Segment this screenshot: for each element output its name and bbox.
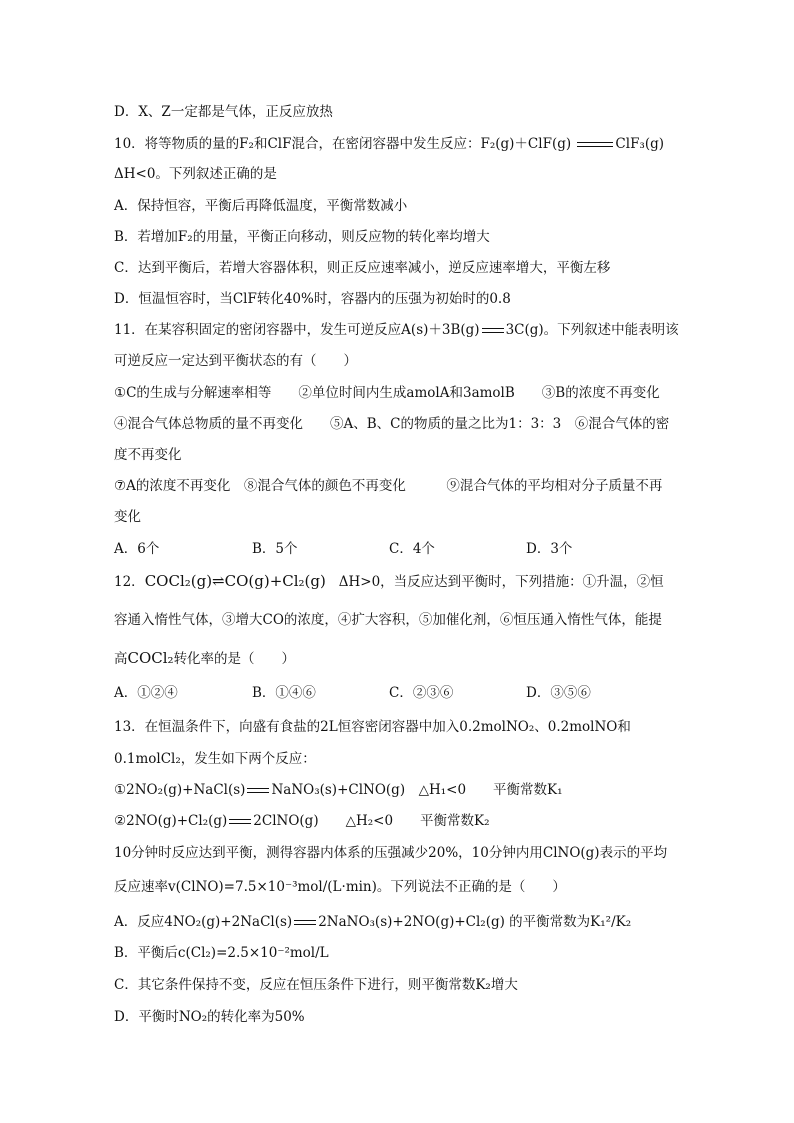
q12-stem-post: 转化率的是（ ） xyxy=(173,651,296,667)
q13-option-b: B．平衡后c(Cl₂)=2.5×10⁻²mol/L xyxy=(114,945,329,961)
q11-option-c: C．4个 xyxy=(389,541,435,557)
q10-option-c: C．达到平衡后，若增大容器体积，则正反应速率减小，逆反应速率增大，平衡左移 xyxy=(114,260,611,276)
q10-option-b: B．若增加F₂的用量，平衡正向移动，则反应物的转化率均增大 xyxy=(114,229,490,245)
q13-reaction-1 xyxy=(114,780,563,800)
q11-conditions-2: ④混合气体总物质的量不再变化 ⑤A、B、C的物质的量之比为1：3：3 ⑥混合气体的密 xyxy=(114,416,670,432)
q11-conditions-3: 度不再变化 xyxy=(114,447,182,463)
equilibrium-arrow-icon xyxy=(294,918,316,928)
q12-stem-line1 xyxy=(114,571,664,592)
q11-conditions-4: ⑦A的浓度不再变化 ⑧混合气体的颜色不再变化 ⑨混合气体的平均相对分子质量不再 xyxy=(114,478,663,494)
q12-compound: COCl₂ xyxy=(127,649,174,667)
q10-stem-line2: ΔH<0。下列叙述正确的是 xyxy=(114,166,277,182)
q13-reaction-2 xyxy=(114,811,490,831)
q12-option-d: D．③⑤⑥ xyxy=(526,685,591,701)
equilibrium-arrow-icon xyxy=(247,786,269,796)
q11-option-d: D．3个 xyxy=(526,541,573,557)
q13-reaction-2-left: ②2NO(g)+Cl₂(g) xyxy=(114,813,228,829)
equilibrium-arrow-icon xyxy=(577,140,613,150)
q12-number: 12． xyxy=(114,574,145,590)
q12-option-a: A．①②④ xyxy=(114,685,178,701)
q11-conditions-5: 变化 xyxy=(114,509,141,525)
q11-option-b: B．5个 xyxy=(252,541,298,557)
q10-stem-line1 xyxy=(114,134,664,154)
q12-equation: COCl₂(g)⇌CO(g)+Cl₂(g) xyxy=(144,572,326,590)
q13-reaction-1-right: NaNO₃(s)+ClNO(g) △H₁<0 平衡常数K₁ xyxy=(271,782,563,798)
q13-reaction-2-right: 2ClNO(g) △H₂<0 平衡常数K₂ xyxy=(253,813,490,829)
q10-option-a: A．保持恒容，平衡后再降低温度，平衡常数减小 xyxy=(114,198,408,214)
q13-option-d: D．平衡时NO₂的转化率为50% xyxy=(114,1009,305,1025)
q13-option-a-left: A．反应4NO₂(g)+2NaCl(s) xyxy=(114,914,293,930)
q10-stem-text: 10．将等物质的量的F₂和ClF混合，在密闭容器中发生反应：F₂(g)＋ClF(g) xyxy=(114,136,572,152)
q13-stem-line4: 反应速率v(ClNO)=7.5×10⁻³mol/(L·min)。下列说法不正确的是（ ） xyxy=(114,879,566,895)
q11-stem-text: 11．在某容积固定的密闭容器中，发生可逆反应A(s)＋3B(g) xyxy=(114,322,480,338)
equilibrium-arrow-icon xyxy=(229,817,251,827)
equilibrium-arrow-icon xyxy=(482,326,504,336)
q10-option-d: D．恒温恒容时，当ClF转化40%时，容器内的压强为初始时的0.8 xyxy=(114,291,511,307)
q11-stem-tail: 3C(g)。下列叙述中能表明该 xyxy=(505,322,679,338)
q9-option-d: D．X、Z一定都是气体，正反应放热 xyxy=(114,104,333,120)
q13-reaction-1-left: ①2NO₂(g)+NaCl(s) xyxy=(114,782,246,798)
q12-stem-line3 xyxy=(114,648,295,669)
q13-stem-line3: 10分钟时反应达到平衡，测得容器内体系的压强减少20%，10分钟内用ClNO(g)表示的平均 xyxy=(114,845,668,861)
q12-option-c: C．②③⑥ xyxy=(389,685,454,701)
q13-option-c: C．其它条件保持不变，反应在恒压条件下进行，则平衡常数K₂增大 xyxy=(114,977,518,993)
q11-stem-line1 xyxy=(114,320,679,340)
q11-conditions-1: ①C的生成与分解速率相等 ②单位时间内生成amolA和3amolB ③B的浓度不再变化 xyxy=(114,385,660,401)
q13-stem-line2: 0.1molCl₂，发生如下两个反应： xyxy=(114,751,316,767)
q13-option-a-right: 2NaNO₃(s)+2NO(g)+Cl₂(g) 的平衡常数为K₁²/K₂ xyxy=(318,914,632,930)
q11-option-a: A．6个 xyxy=(114,541,160,557)
q12-stem-text: ΔH>0，当反应达到平衡时，下列措施：①升温，②恒 xyxy=(338,574,664,590)
q12-stem-line2: 容通入惰性气体，③增大CO的浓度，④扩大容积，⑤加催化剂，⑥恒压通入惰性气体，能提 xyxy=(114,612,662,628)
q10-product: ClF₃(g) xyxy=(615,136,665,152)
q11-stem-line2: 可逆反应一定达到平衡状态的有（ ） xyxy=(114,353,357,369)
q13-option-a xyxy=(114,912,631,932)
q13-stem-line1: 13．在恒温条件下，向盛有食盐的2L恒容密闭容器中加入0.2molNO₂、0.2molNO和 xyxy=(114,719,631,735)
q12-option-b: B．①④⑥ xyxy=(252,685,316,701)
q12-stem-pre: 高 xyxy=(114,651,128,667)
